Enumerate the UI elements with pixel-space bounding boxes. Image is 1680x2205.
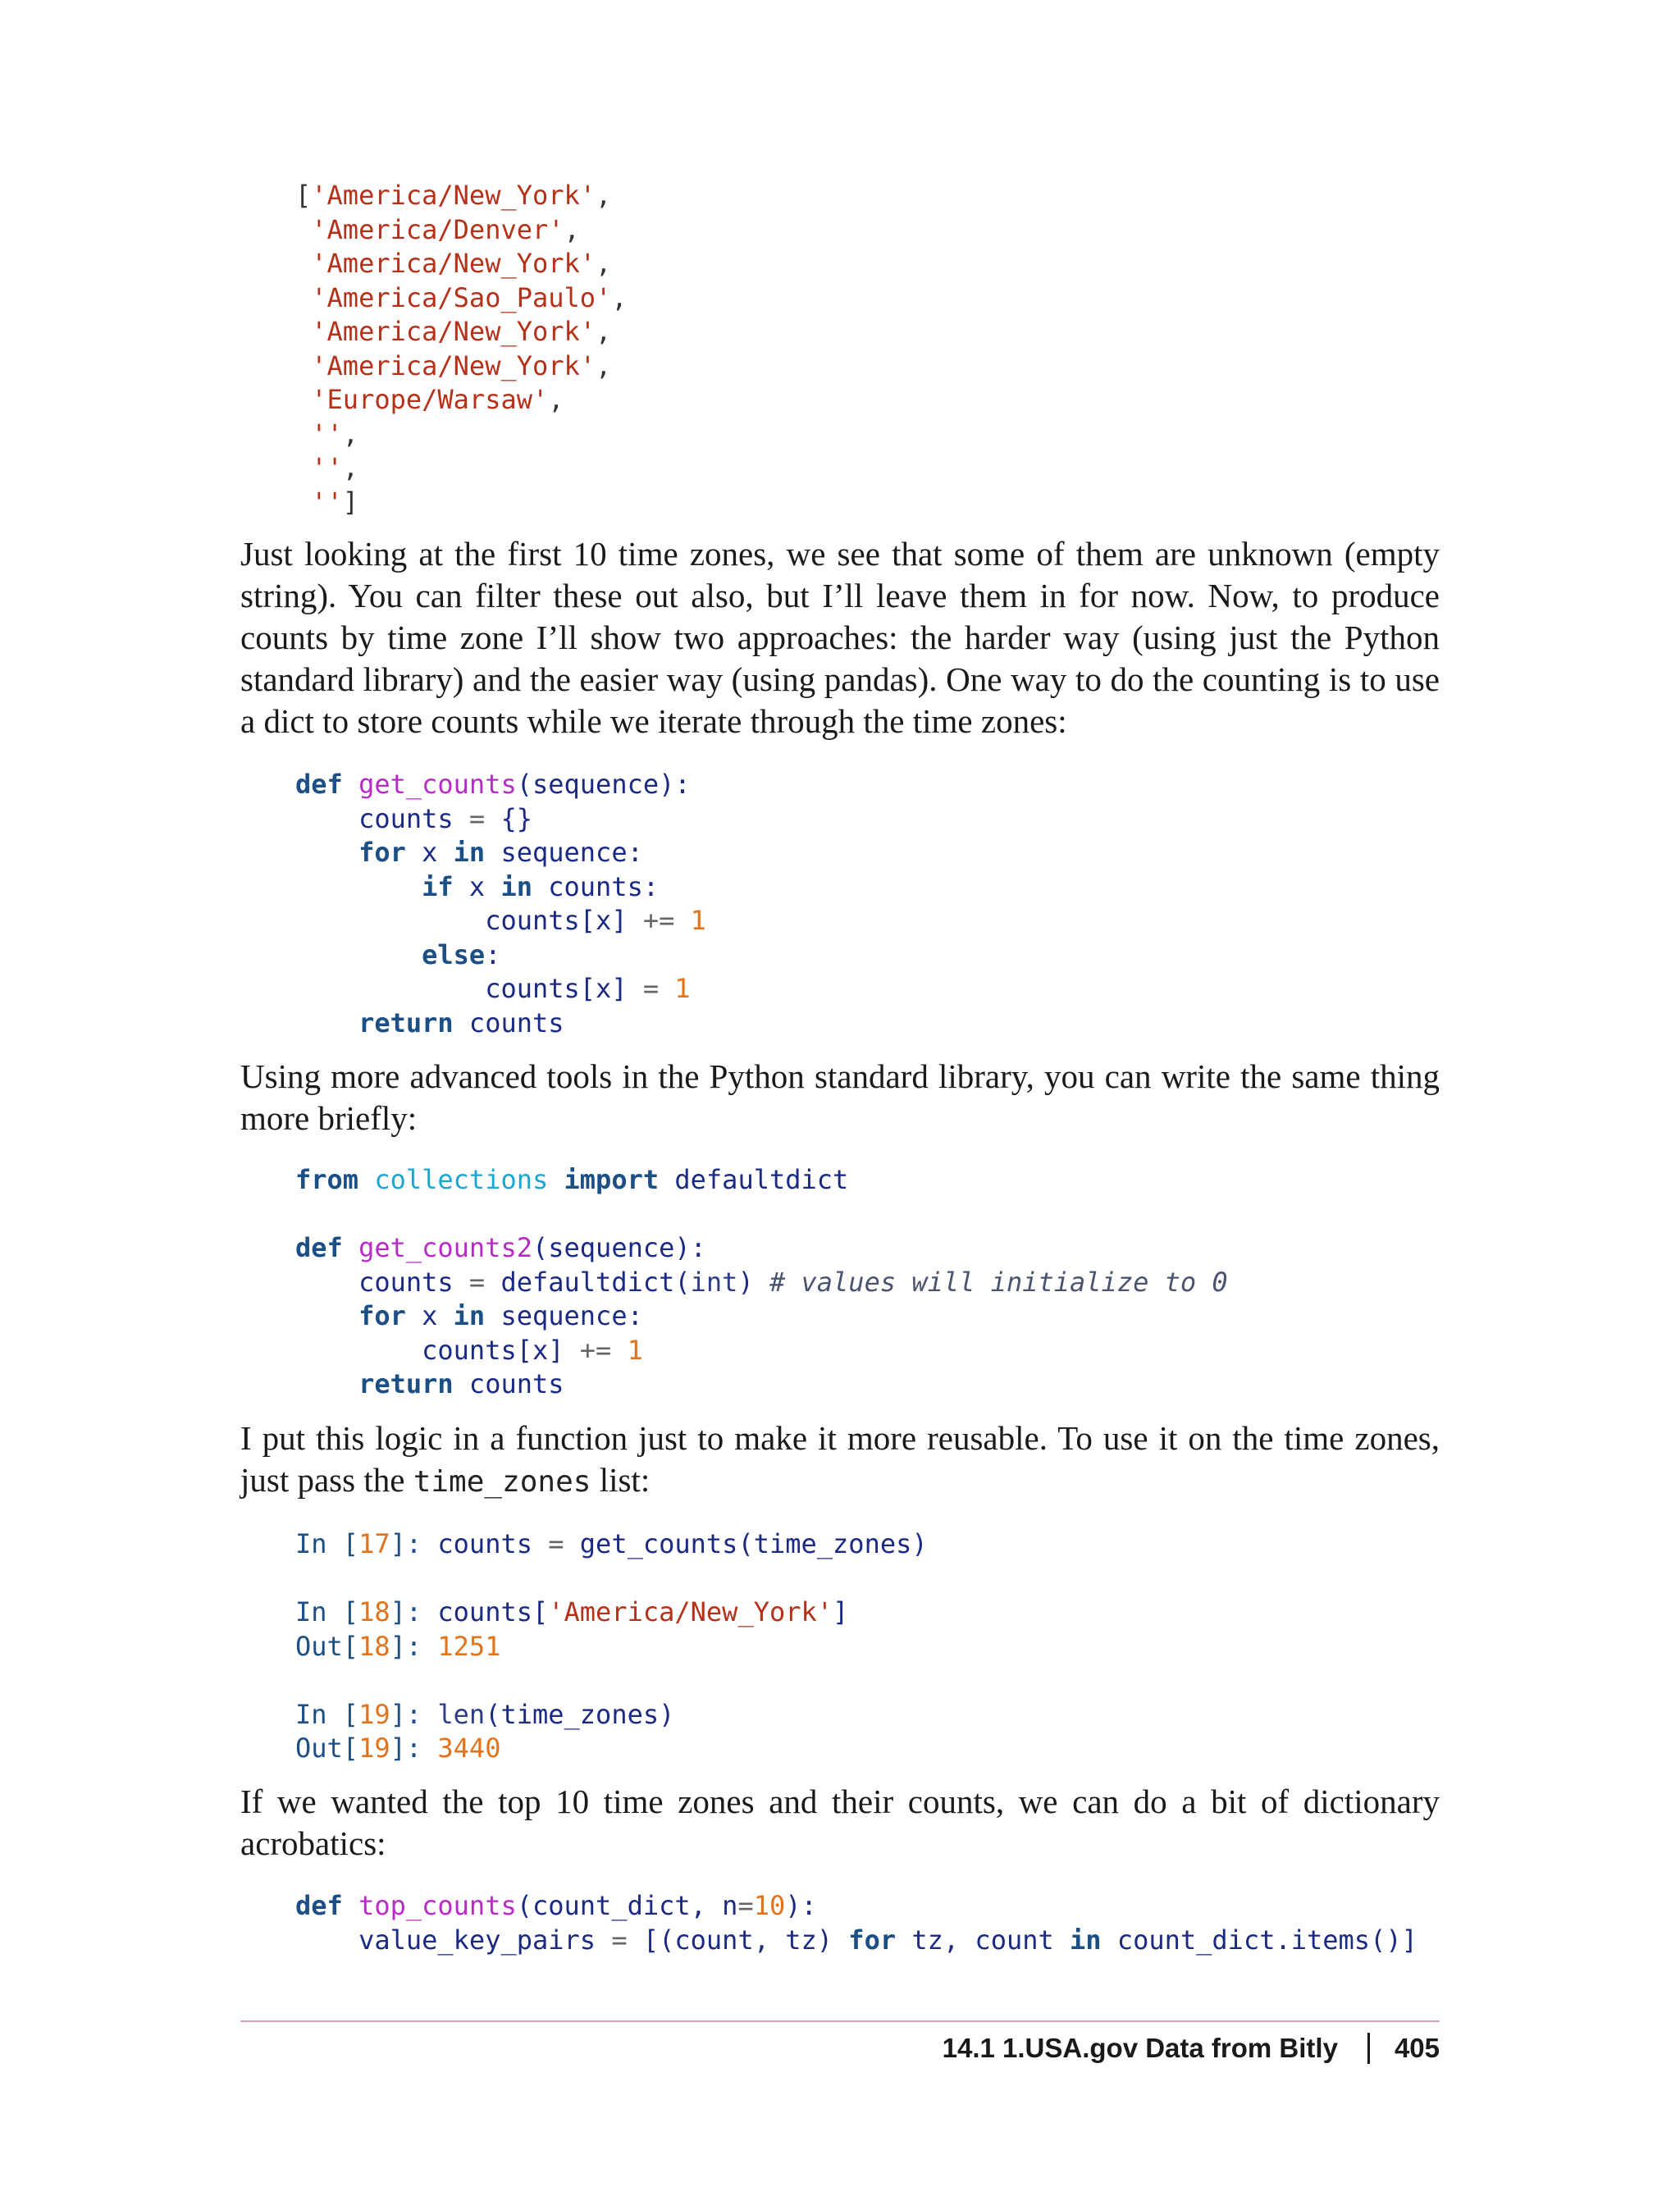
inline-code: time_zones [413,1465,591,1499]
page-footer [943,2033,1440,2064]
footer-section-title: 14.1 1.USA.gov Data from Bitly [942,2033,1338,2063]
code-block-ipython: In [17]: counts = get_counts(time_zones) In [18]: counts['America/New_York'] Out[18]: 1251 In [19]: len(time_zones) Out[19]: 3440 [295,1528,928,1764]
paragraph-4: If we wanted the top 10 time zones and their counts, we can do a bit of dictionary acrobatics: [240,1783,1440,1862]
code-block-time-zones: ['America/New_York', 'America/Denver', 'America/New_York', 'America/Sao_Paulo', 'America/New_York', 'America/New_York', 'Europe/Warsaw', '', '', ''] [295,180,628,518]
code-block-top-counts: def top_counts(count_dict, n=10): value_key_pairs = [(count, tz) for tz, count in count_dict.items()] [295,1890,1418,1956]
code-block-get-counts: def get_counts(sequence): counts = {} for x in sequence: if x in counts: counts[x] += 1 else: counts[x] = 1 return counts [295,769,706,1039]
code-block-get-counts2: from collections import defaultdict def get_counts2(sequence): counts = defaultdict(int) # values will initialize to 0 for x in sequence: counts[x] += 1 return counts [295,1164,1228,1399]
paragraph-3: I put this logic in a function just to make it more reusable. To use it on the time zones, just pass the time_zones list: [240,1419,1440,1499]
footer-rule [240,2020,1440,2022]
footer-separator [1367,2033,1370,2064]
code-line: 'America/New_York' [311,180,596,211]
page-number: 405 [1394,2033,1440,2063]
paragraph-2: Using more advanced tools in the Python standard library, you can write the same thing more briefly: [240,1057,1440,1137]
paragraph-1: Just looking at the first 10 time zones, we see that some of them are unknown (empty string). You can filter these out also, but I’ll leave them in for now. Now, to produce counts by time zone I’ll show two approaches: the harder way (using just the Python standard library) and the easier way (using pandas). One way to do the counting is to use a dict to store counts while we iterate through the time zones: [240,535,1440,740]
